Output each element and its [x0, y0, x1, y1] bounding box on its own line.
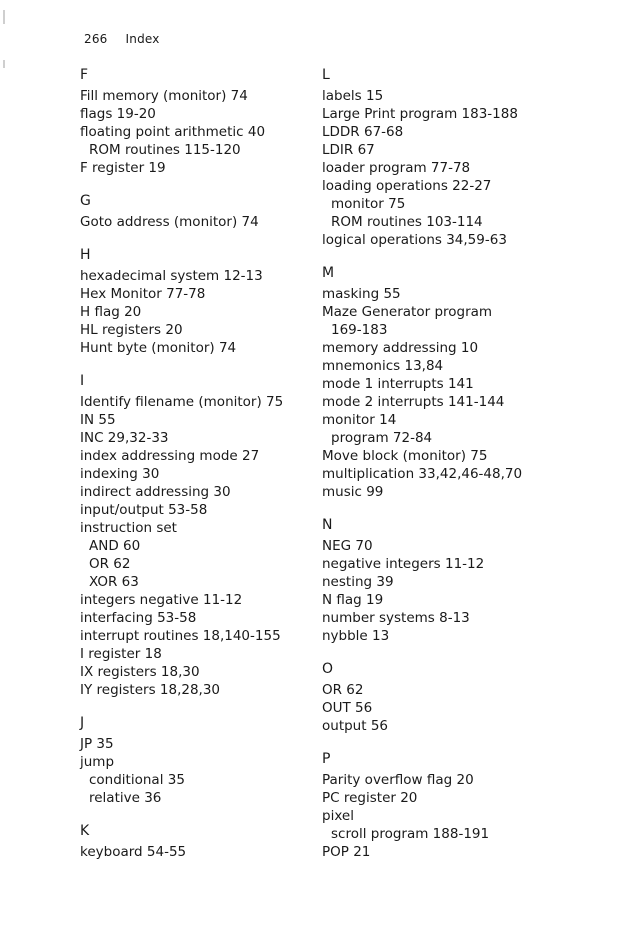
index-entry: Goto address (monitor) 74 — [80, 214, 259, 230]
index-entry: masking 55 — [322, 286, 401, 302]
index-entry: floating point arithmetic 40 — [80, 124, 266, 140]
index-section-g — [80, 192, 330, 231]
index-entry: mode 2 interrupts 141-144 — [322, 394, 505, 410]
section-letter: L — [322, 67, 330, 83]
running-title: Index — [125, 32, 160, 46]
index-section-j — [80, 714, 330, 807]
index-entry: index addressing mode 27 — [80, 448, 260, 464]
index-entry: Parity overflow flag 20 — [322, 772, 474, 788]
section-letter: J — [80, 715, 85, 731]
index-entry: IN 55 — [80, 412, 116, 428]
index-entry: NEG 70 — [322, 538, 373, 554]
index-subentry: ROM routines 115-120 — [89, 142, 241, 158]
index-entry: IX registers 18,30 — [80, 664, 200, 680]
index-subentry: ROM routines 103-114 — [331, 214, 483, 230]
index-entry: interrupt routines 18,140-155 — [80, 628, 281, 644]
index-entry: indirect addressing 30 — [80, 484, 231, 500]
index-entry: Move block (monitor) 75 — [322, 448, 488, 464]
index-entry: Fill memory (monitor) 74 — [80, 88, 248, 104]
index-entry: Large Print program 183-188 — [322, 106, 518, 122]
section-letter: P — [322, 751, 331, 767]
index-section-o — [322, 660, 572, 735]
index-section-i — [80, 372, 330, 699]
index-section-k — [80, 822, 330, 861]
index-subentry: monitor 75 — [331, 196, 406, 212]
index-entry: mode 1 interrupts 141 — [322, 376, 474, 392]
index-subentry: program 72-84 — [331, 430, 433, 446]
index-entry: LDDR 67-68 — [322, 124, 404, 140]
index-entry: output 56 — [322, 718, 388, 734]
index-subentry: OR 62 — [89, 556, 131, 572]
index-entry: monitor 14 — [322, 412, 397, 428]
index-entry: OR 62 — [322, 682, 364, 698]
index-subentry: AND 60 — [89, 538, 141, 554]
index-section-m — [322, 264, 572, 501]
page-edge-mark — [3, 60, 5, 68]
section-letter: F — [80, 67, 89, 83]
index-entry: PC register 20 — [322, 790, 418, 806]
index-entry: HL registers 20 — [80, 322, 183, 338]
index-entry: input/output 53-58 — [80, 502, 208, 518]
index-section-f — [80, 66, 330, 177]
index-entry: hexadecimal system 12-13 — [80, 268, 263, 284]
index-entry: mnemonics 13,84 — [322, 358, 444, 374]
index-section-l — [322, 66, 572, 249]
index-entry: Maze Generator program — [322, 304, 493, 320]
index-entry: IY registers 18,28,30 — [80, 682, 221, 698]
index-entry: instruction set — [80, 520, 177, 536]
index-section-h — [80, 246, 330, 357]
index-entry: keyboard 54-55 — [80, 844, 187, 860]
index-section-p — [322, 750, 572, 861]
index-subentry: conditional 35 — [89, 772, 185, 788]
index-entry: jump — [80, 754, 115, 770]
index-entry: I register 18 — [80, 646, 162, 662]
running-header — [84, 32, 160, 46]
page-number: 266 — [84, 32, 108, 46]
index-entry: labels 15 — [322, 88, 384, 104]
page-edge-mark — [3, 10, 5, 24]
index-entry: nesting 39 — [322, 574, 394, 590]
index-entry: POP 21 — [322, 844, 371, 860]
index-entry: integers negative 11-12 — [80, 592, 243, 608]
index-entry: Hex Monitor 77-78 — [80, 286, 206, 302]
index-entry: INC 29,32-33 — [80, 430, 169, 446]
index-entry: N flag 19 — [322, 592, 384, 608]
index-entry: F register 19 — [80, 160, 166, 176]
index-entry: number systems 8-13 — [322, 610, 470, 626]
section-letter: K — [80, 823, 90, 839]
index-entry: loading operations 22-27 — [322, 178, 492, 194]
index-subentry: relative 36 — [89, 790, 162, 806]
index-entry: Identify filename (monitor) 75 — [80, 394, 284, 410]
section-letter: H — [80, 247, 91, 263]
index-column-right — [322, 66, 572, 876]
section-letter: N — [322, 517, 333, 533]
index-entry: negative integers 11-12 — [322, 556, 485, 572]
index-subentry: 169-183 — [331, 322, 388, 338]
index-column-left — [80, 66, 330, 876]
index-entry: interfacing 53-58 — [80, 610, 197, 626]
index-entry: loader program 77-78 — [322, 160, 471, 176]
index-section-n — [322, 516, 572, 645]
section-letter: M — [322, 265, 335, 281]
index-entry: Hunt byte (monitor) 74 — [80, 340, 237, 356]
section-letter: I — [80, 373, 85, 389]
index-subentry: scroll program 188-191 — [331, 826, 490, 842]
index-entry: OUT 56 — [322, 700, 373, 716]
index-entry: multiplication 33,42,46-48,70 — [322, 466, 523, 482]
index-entry: LDIR 67 — [322, 142, 375, 158]
index-entry: pixel — [322, 808, 354, 824]
index-entry: H flag 20 — [80, 304, 142, 320]
index-subentry: XOR 63 — [89, 574, 139, 590]
section-letter: G — [80, 193, 91, 209]
index-entry: memory addressing 10 — [322, 340, 479, 356]
index-entry: music 99 — [322, 484, 384, 500]
section-letter: O — [322, 661, 334, 677]
index-entry: logical operations 34,59-63 — [322, 232, 507, 248]
index-entry: flags 19-20 — [80, 106, 156, 122]
index-entry: nybble 13 — [322, 628, 390, 644]
index-entry: JP 35 — [80, 736, 114, 752]
index-entry: indexing 30 — [80, 466, 160, 482]
